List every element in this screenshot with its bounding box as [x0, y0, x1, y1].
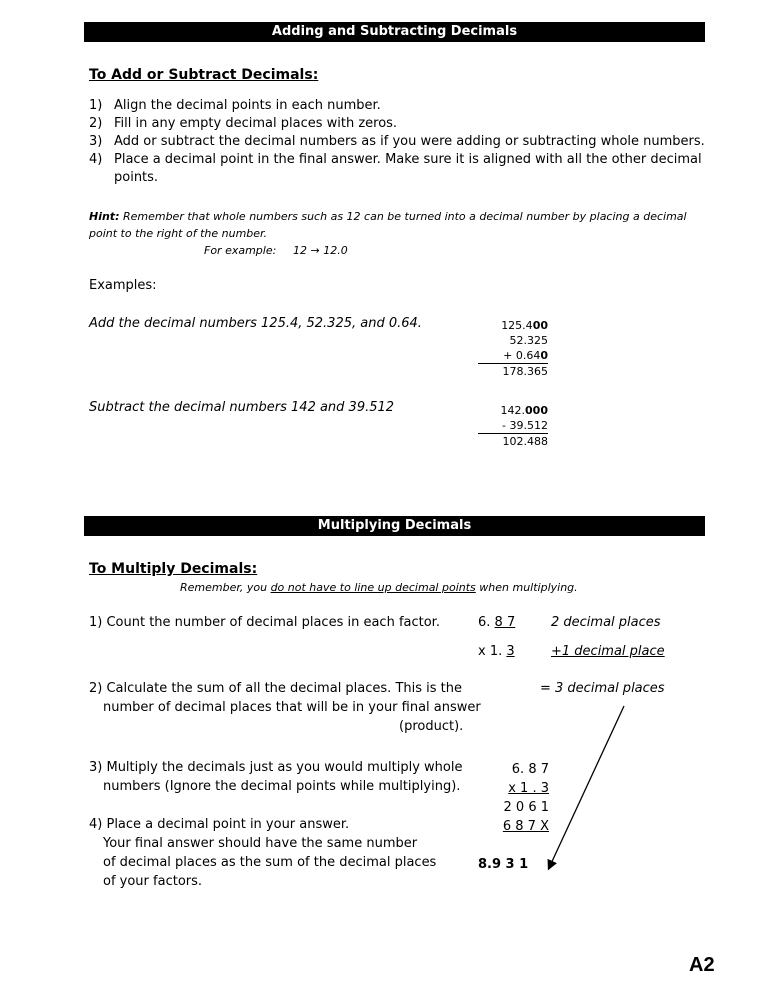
page-label: A2	[689, 954, 715, 976]
table-row: 6. 8 7	[511, 762, 549, 777]
add-subtract-heading: To Add or Subtract Decimals:	[89, 67, 319, 83]
multiply-step-3-line-2: numbers (Ignore the decimal points while multiplying).	[103, 779, 461, 794]
list-item: 4) Place a decimal point in the final answer. Make sure it is aligned with all the other decimal points.	[89, 152, 702, 185]
list-item: 3) Add or subtract the decimal numbers as if you were adding or subtracting whole numbers.	[89, 134, 705, 149]
multiply-step-2-line-3: (product).	[399, 719, 464, 734]
hint-line-1: Hint: Remember that whole numbers such as 12 can be turned into a decimal number by placing a decimal	[89, 210, 687, 223]
table-row: - 39.512	[478, 418, 548, 434]
example2-arithmetic	[478, 403, 548, 449]
table-row: 125.400	[501, 319, 548, 332]
factor-2: x 1. 3	[478, 644, 515, 659]
add-subtract-steps	[89, 97, 719, 187]
factor-2-places: +1 decimal place	[551, 644, 665, 659]
table-row: 6 8 7 X	[502, 819, 549, 834]
multiply-step-2-line-1: 2) Calculate the sum of all the decimal places. This is the	[89, 681, 462, 696]
multiply-note: Remember, you do not have to line up decimal points when multiplying.	[180, 581, 578, 594]
table-row: 52.325	[509, 334, 548, 347]
table-row: + 0.640	[478, 348, 548, 364]
multiply-step-2-line-2: number of decimal places that will be in your final answer	[103, 700, 481, 715]
multiply-step-4-line-3: of decimal places as the sum of the decimal places	[103, 855, 437, 870]
sum-decimal-places: = 3 decimal places	[540, 681, 665, 696]
example2-prompt: Subtract the decimal numbers 142 and 39.512	[89, 400, 395, 415]
product-answer: 8.9 3 1	[478, 857, 529, 872]
hint-example-label: For example:	[204, 244, 277, 257]
multiply-step-4-line-1: 4) Place a decimal point in your answer.	[89, 817, 350, 832]
multiply-step-3-line-1: 3) Multiply the decimals just as you would multiply whole	[89, 760, 463, 775]
factor-1-places: 2 decimal places	[551, 615, 661, 630]
example1-arithmetic	[478, 318, 548, 379]
table-row: 2 0 6 1	[503, 800, 549, 815]
examples-heading: Examples:	[89, 278, 157, 293]
list-item: 2) Fill in any empty decimal places with zeros.	[89, 116, 398, 131]
table-row: 142.000	[500, 404, 548, 417]
example2-result: 102.488	[502, 435, 548, 448]
multiply-step-4-line-2: Your final answer should have the same number	[103, 836, 418, 851]
example1-result: 178.365	[502, 365, 548, 378]
table-row: x 1 . 3	[508, 781, 549, 796]
list-item: 1) Align the decimal points in each number.	[89, 98, 381, 113]
multiply-heading: To Multiply Decimals:	[89, 561, 258, 577]
section-title-multiplying: Multiplying Decimals	[84, 516, 705, 536]
arrow-icon	[540, 700, 630, 880]
multiply-step-4-line-4: of your factors.	[103, 874, 203, 889]
factor-1: 6. 8 7	[478, 615, 516, 630]
hint-line-2: point to the right of the number.	[89, 227, 268, 240]
multiply-step-1: 1) Count the number of decimal places in each factor.	[89, 615, 440, 630]
multiplication-work	[476, 760, 549, 836]
section-title-adding-subtracting: Adding and Subtracting Decimals	[84, 22, 705, 42]
example1-prompt: Add the decimal numbers 125.4, 52.325, and 0.64.	[89, 316, 422, 331]
hint-example-value: 12 → 12.0	[293, 244, 348, 257]
